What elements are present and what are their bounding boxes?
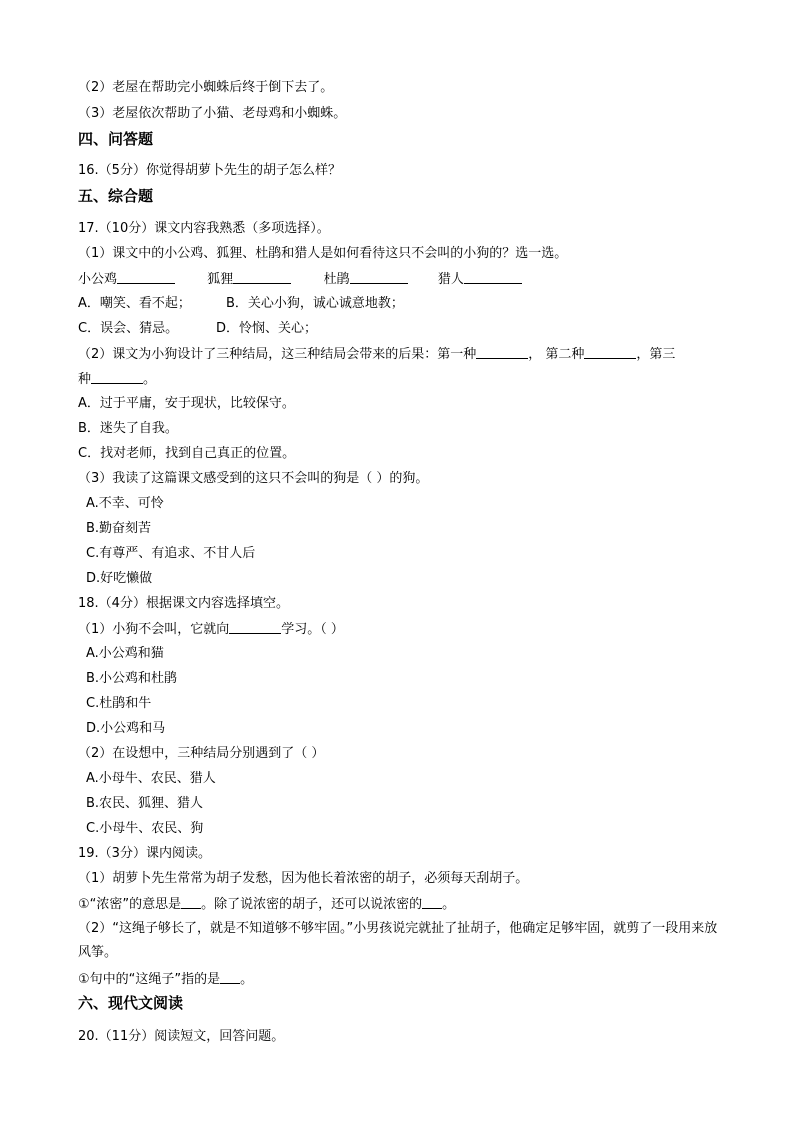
text: 种 xyxy=(78,372,92,387)
option-d: D．怜悯、关心； xyxy=(216,321,318,336)
question-19-part-2: （2）“这绳子够长了，就是不知道够不够牢固。”小男孩说完就扯了扯胡子，他确定足够牢固，就剪了一段用来放风筝。 xyxy=(78,921,718,960)
text: 学习。（ ） xyxy=(281,622,344,637)
option: C.小母牛、农民、狗 xyxy=(86,821,204,836)
option: A.小公鸡和猫 xyxy=(86,646,164,661)
option: D.小公鸡和马 xyxy=(86,721,166,736)
fill-blank[interactable] xyxy=(476,346,528,359)
label: 小公鸡 xyxy=(78,272,118,287)
fill-blank[interactable] xyxy=(229,621,281,634)
question-18-part-1 xyxy=(78,621,728,638)
question-16: 16.（5分）你觉得胡萝卜先生的胡子怎么样？ xyxy=(78,163,341,178)
section-heading: 六、现代文阅读 xyxy=(78,994,184,1012)
question-19-part-1-q xyxy=(78,896,728,913)
option: C.有尊严、有追求、不甘人后 xyxy=(86,546,256,561)
fill-blank[interactable] xyxy=(350,271,408,284)
option: B．迷失了自我。 xyxy=(78,421,178,436)
question-18-part-2: （2）在设想中，三种结局分别遇到了（ ） xyxy=(78,746,325,761)
text: 。 xyxy=(143,372,157,387)
option: C.杜鹃和牛 xyxy=(86,696,152,711)
fill-blank[interactable] xyxy=(464,271,522,284)
answer-row xyxy=(78,271,728,288)
text: （2）课文为小狗设计了三种结局，这三种结局会带来的后果：第一种 xyxy=(78,347,477,362)
question-17: 17.（10分）课文内容我熟悉（多项选择）。 xyxy=(78,221,330,236)
text: ①句中的“这绳子”指的是 xyxy=(78,972,221,987)
option: B.农民、狐狸、猎人 xyxy=(86,796,204,811)
fill-blank[interactable] xyxy=(117,271,175,284)
section-heading: 五、综合题 xyxy=(78,187,154,205)
text: 。 xyxy=(240,972,254,987)
text: （1）小狗不会叫，它就向 xyxy=(78,622,230,637)
fill-blank[interactable] xyxy=(220,971,240,984)
option: A．过于平庸，安于现状，比较保守。 xyxy=(78,396,295,411)
question-19-part-1: （1）胡萝卜先生常常为胡子发愁，因为他长着浓密的胡子，必须每天刮胡子。 xyxy=(78,871,529,886)
label: 杜鹃 xyxy=(323,272,350,287)
question-19: 19.（3分）课内阅读。 xyxy=(78,846,211,861)
option-c: C．误会、猜忌。 xyxy=(78,321,179,336)
text-line: （3）老屋依次帮助了小猫、老母鸡和小蜘蛛。 xyxy=(78,106,347,121)
option: A.小母牛、农民、猎人 xyxy=(86,771,216,786)
question-17-part-1: （1）课文中的小公鸡、狐狸、杜鹃和猎人是如何看待这只不会叫的小狗的？选一选。 xyxy=(78,246,568,261)
question-17-part-2 xyxy=(78,346,728,363)
question-18: 18.（4分）根据课文内容选择填空。 xyxy=(78,596,289,611)
question-20: 20.（11分）阅读短文，回答问题。 xyxy=(78,1029,285,1044)
fill-blank[interactable] xyxy=(91,371,143,384)
option: A.不幸、可怜 xyxy=(86,496,164,511)
text: ①“浓密”的意思是 xyxy=(78,897,182,912)
option-row xyxy=(78,321,728,337)
fill-blank[interactable] xyxy=(584,346,636,359)
option-row xyxy=(78,296,728,312)
option-a: A．嘲笑、看不起； xyxy=(78,296,191,311)
fill-blank[interactable] xyxy=(233,271,291,284)
option: C．找对老师，找到自己真正的位置。 xyxy=(78,446,296,461)
text: 。除了说浓密的胡子，还可以说浓密的 xyxy=(201,897,423,912)
question-17-part-3: （3）我读了这篇课文感受到的这只不会叫的狗是（ ）的狗。 xyxy=(78,471,429,486)
option: B.小公鸡和杜鹃 xyxy=(86,671,178,686)
fill-blank[interactable] xyxy=(422,896,442,909)
option-b: B．关心小狗，诚心诚意地教； xyxy=(226,296,404,311)
text: 。 xyxy=(442,897,456,912)
option: D.好吃懒做 xyxy=(86,571,153,586)
label: 猎人 xyxy=(437,272,464,287)
section-heading: 四、问答题 xyxy=(78,130,154,148)
question-17-part-2-cont xyxy=(78,371,728,388)
option: B.勤奋刻苦 xyxy=(86,521,152,536)
fill-blank[interactable] xyxy=(181,896,201,909)
text: ， 第二种 xyxy=(528,347,585,362)
label: 狐狸 xyxy=(207,272,234,287)
question-19-part-2-q xyxy=(78,971,728,988)
text-line: （2）老屋在帮助完小蜘蛛后终于倒下去了。 xyxy=(78,80,334,95)
text: ，第三 xyxy=(636,347,676,362)
